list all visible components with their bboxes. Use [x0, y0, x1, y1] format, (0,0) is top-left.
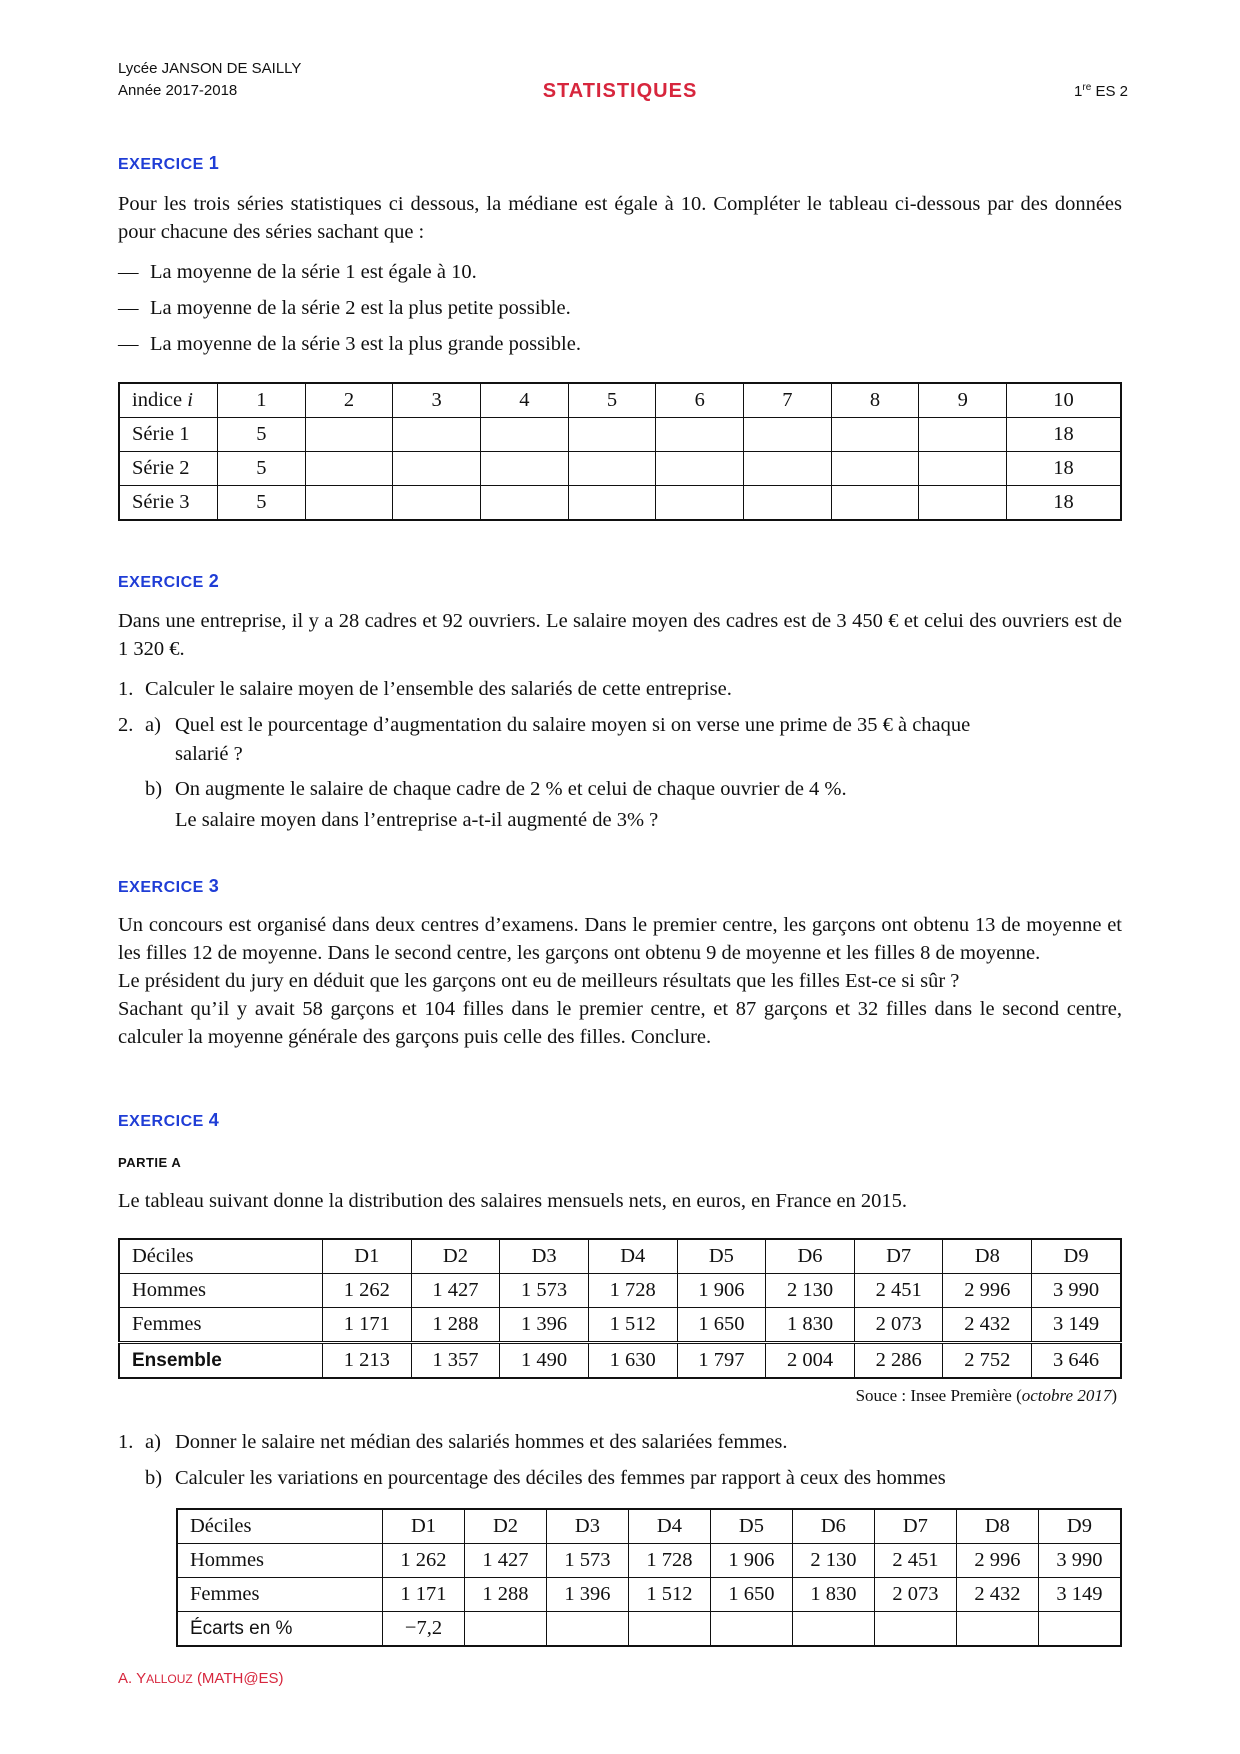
- table-header-cell: D6: [766, 1239, 855, 1274]
- table-cell: 5: [218, 452, 306, 486]
- table-cell: 1 512: [628, 1578, 710, 1612]
- table-cell: 2 996: [943, 1274, 1032, 1308]
- exercise-1-bullet: — La moyenne de la série 2 est la plus petite possible.: [118, 297, 571, 319]
- empty-cell[interactable]: [792, 1612, 874, 1647]
- empty-cell[interactable]: [744, 452, 832, 486]
- table-cell: 1 396: [546, 1578, 628, 1612]
- table-row: [119, 1308, 1121, 1343]
- exercise-2-question-2b: b) On augmente le salaire de chaque cadre de 2 % et celui de chaque ouvrier de 4 %.: [145, 778, 847, 800]
- table-cell: 2 432: [943, 1308, 1032, 1343]
- table-cell: 2 451: [874, 1544, 956, 1578]
- empty-cell[interactable]: [956, 1612, 1038, 1647]
- exercise-3-title: EXERCICE 3: [118, 876, 220, 896]
- exercise-1-intro: Pour les trois séries statistiques ci dessous, la médiane est égale à 10. Compléter le tableau ci-dessous par des données pour chacune des séries sachant que :: [118, 193, 1122, 243]
- table-cell: 1 490: [500, 1343, 589, 1379]
- table-cell: 1 171: [383, 1578, 465, 1612]
- table-cell: 1 171: [323, 1308, 412, 1343]
- empty-cell[interactable]: [568, 452, 656, 486]
- empty-cell[interactable]: [831, 418, 919, 452]
- table-header-cell: 5: [568, 383, 656, 418]
- table-row: [177, 1578, 1121, 1612]
- table-row: [119, 418, 1121, 452]
- table-cell: 1 650: [710, 1578, 792, 1612]
- table-cell: 1 797: [677, 1343, 766, 1379]
- row-label: Série 2: [119, 452, 218, 486]
- empty-cell[interactable]: [656, 452, 744, 486]
- table-cell: 18: [1007, 486, 1121, 521]
- exercise-3-paragraph: Le président du jury en déduit que les garçons ont eu de meilleurs résultats que les filles Est-ce si sûr ?: [118, 970, 960, 992]
- table-header-cell: 6: [656, 383, 744, 418]
- exercise-2-question-2b-cont: Le salaire moyen dans l’entreprise a-t-il augmenté de 3% ?: [175, 809, 659, 831]
- table-header-cell: Déciles: [177, 1509, 383, 1544]
- table-header-cell: 1: [218, 383, 306, 418]
- table-header-cell: 3: [393, 383, 481, 418]
- empty-cell[interactable]: [305, 452, 393, 486]
- table-header-cell: 9: [919, 383, 1007, 418]
- row-label: Femmes: [177, 1578, 383, 1612]
- empty-cell[interactable]: [1038, 1612, 1121, 1647]
- exercise-2-intro: Dans une entreprise, il y a 28 cadres et 92 ouvriers. Le salaire moyen des cadres est de 3 450 € et celui des ouvriers est de 1 320 €.: [118, 610, 1122, 660]
- class-number: 1: [1074, 83, 1083, 100]
- table-cell: 18: [1007, 452, 1121, 486]
- empty-cell[interactable]: [831, 486, 919, 521]
- row-label: Série 1: [119, 418, 218, 452]
- table-cell: 1 906: [710, 1544, 792, 1578]
- empty-cell[interactable]: [919, 418, 1007, 452]
- table-cell: 1 512: [588, 1308, 677, 1343]
- exercise-1-bullet: — La moyenne de la série 3 est la plus grande possible.: [118, 333, 581, 355]
- table-cell: 3 646: [1032, 1343, 1121, 1379]
- part-a-title: PARTIE A: [118, 1155, 182, 1170]
- table-cell: 1 906: [677, 1274, 766, 1308]
- empty-cell[interactable]: [744, 486, 832, 521]
- table-cell: 1 830: [792, 1578, 874, 1612]
- table-cell: 2 130: [766, 1274, 855, 1308]
- exercise-2-question-2a: 2. a) Quel est le pourcentage d’augmentation du salaire moyen si on verse une prime de 35 € à chaque: [118, 714, 971, 736]
- table-header-cell: 7: [744, 383, 832, 418]
- exercise-3-paragraph: Sachant qu’il y avait 58 garçons et 104 filles dans le premier centre, et 87 garçons et 32 filles dans le second centre, calculer la moyenne générale des garçons puis celle des filles. Conclure.: [118, 998, 1122, 1048]
- table-header-cell: D6: [792, 1509, 874, 1544]
- school-year: Année 2017-2018: [118, 82, 238, 99]
- table-header-cell: D8: [943, 1239, 1032, 1274]
- table-cell: 18: [1007, 418, 1121, 452]
- table-header-cell: D5: [677, 1239, 766, 1274]
- empty-cell[interactable]: [305, 486, 393, 521]
- exercise-2-question-2a-cont: salarié ?: [175, 743, 243, 765]
- table-cell: 1 573: [546, 1544, 628, 1578]
- table-cell: 3 149: [1038, 1578, 1121, 1612]
- empty-cell[interactable]: [481, 486, 569, 521]
- table-row: [119, 383, 1121, 418]
- table-header-cell: D9: [1032, 1239, 1121, 1274]
- table-cell: 3 990: [1032, 1274, 1121, 1308]
- table-cell: 1 357: [411, 1343, 500, 1379]
- table-row: [119, 1274, 1121, 1308]
- table-header-cell: indice i: [119, 383, 218, 418]
- table-cell: 1 213: [323, 1343, 412, 1379]
- table-cell: 1 427: [411, 1274, 500, 1308]
- table-cell: 1 396: [500, 1308, 589, 1343]
- table-cell: 5: [218, 418, 306, 452]
- table-row: [177, 1544, 1121, 1578]
- row-label: Hommes: [177, 1544, 383, 1578]
- empty-cell[interactable]: [568, 486, 656, 521]
- empty-cell[interactable]: [305, 418, 393, 452]
- exercise-4-question-1a: 1. a) Donner le salaire net médian des salariés hommes et des salariées femmes.: [118, 1431, 788, 1453]
- table-header-cell: 10: [1007, 383, 1121, 418]
- exercise-3-paragraph: Un concours est organisé dans deux centres d’examens. Dans le premier centre, les garçons ont obtenu 13 de moyenne et les filles 12 de moyenne. Dans le second centre, les garçons ont obtenu 9 de moyenne et les filles 8 de moyenne.: [118, 914, 1122, 964]
- empty-cell[interactable]: [656, 418, 744, 452]
- table-header-cell: 4: [481, 383, 569, 418]
- table-cell: 1 728: [588, 1274, 677, 1308]
- table-cell: 1 573: [500, 1274, 589, 1308]
- exercise-4-title: EXERCICE 4: [118, 1110, 220, 1130]
- table-header-cell: 2: [305, 383, 393, 418]
- table-cell: 2 432: [956, 1578, 1038, 1612]
- empty-cell[interactable]: [481, 452, 569, 486]
- document-title: STATISTIQUES: [542, 80, 698, 102]
- table-row: [177, 1509, 1121, 1544]
- table-row: [119, 486, 1121, 521]
- table-header-cell: D3: [500, 1239, 589, 1274]
- empty-cell[interactable]: [546, 1612, 628, 1647]
- row-label: Série 3: [119, 486, 218, 521]
- table-cell: 1 262: [323, 1274, 412, 1308]
- exercise-2-title: EXERCICE 2: [118, 571, 220, 591]
- table-cell: 3 990: [1038, 1544, 1121, 1578]
- empty-cell[interactable]: [628, 1612, 710, 1647]
- row-label: Écarts en %: [177, 1612, 383, 1647]
- table-header-cell: D4: [628, 1509, 710, 1544]
- table-source: Souce : Insee Première (octobre 2017): [855, 1386, 1117, 1405]
- variation-table: [176, 1508, 1122, 1647]
- table-cell: 2 752: [943, 1343, 1032, 1379]
- table-row: [177, 1612, 1121, 1647]
- table-cell: 2 073: [854, 1308, 943, 1343]
- table-cell: 2 073: [874, 1578, 956, 1612]
- empty-cell[interactable]: [393, 418, 481, 452]
- exercise-1-title: EXERCICE 1: [118, 153, 220, 173]
- table-header-cell: D9: [1038, 1509, 1121, 1544]
- exercise-4-question-1b: b) Calculer les variations en pourcentage des déciles des femmes par rapport à ceux des hommes: [145, 1467, 946, 1489]
- table-cell: 1 830: [766, 1308, 855, 1343]
- table-header-cell: D1: [383, 1509, 465, 1544]
- school-name: Lycée JANSON DE SAILLY: [118, 60, 302, 77]
- table-header-cell: D4: [588, 1239, 677, 1274]
- footer-author: A. YALLOUZ (MATH@ES): [118, 1670, 284, 1687]
- table-cell: 1 288: [411, 1308, 500, 1343]
- empty-cell[interactable]: [710, 1612, 792, 1647]
- table-cell: 2 996: [956, 1544, 1038, 1578]
- series-table: [118, 382, 1122, 521]
- table-cell: 1 288: [464, 1578, 546, 1612]
- row-label: Hommes: [119, 1274, 323, 1308]
- table-cell: 1 728: [628, 1544, 710, 1578]
- class-name: ES 2: [1095, 83, 1128, 100]
- salary-table: [118, 1238, 1122, 1379]
- exercise-3-body: [118, 911, 1122, 1051]
- table-header-cell: Déciles: [119, 1239, 323, 1274]
- table-cell: 2 130: [792, 1544, 874, 1578]
- empty-cell[interactable]: [744, 418, 832, 452]
- table-cell: 3 149: [1032, 1308, 1121, 1343]
- class-label: [1074, 82, 1128, 100]
- table-cell: 1 262: [383, 1544, 465, 1578]
- table-header-cell: D5: [710, 1509, 792, 1544]
- empty-cell[interactable]: [393, 452, 481, 486]
- table-header-cell: D8: [956, 1509, 1038, 1544]
- empty-cell[interactable]: [919, 486, 1007, 521]
- empty-cell[interactable]: [568, 418, 656, 452]
- empty-cell[interactable]: [831, 452, 919, 486]
- exercise-4-intro: Le tableau suivant donne la distribution des salaires mensuels nets, en euros, en France en 2015.: [118, 1190, 908, 1212]
- table-cell: 1 650: [677, 1308, 766, 1343]
- empty-cell[interactable]: [393, 486, 481, 521]
- class-superscript: re: [1082, 82, 1092, 93]
- table-cell: 2 451: [854, 1274, 943, 1308]
- empty-cell[interactable]: [656, 486, 744, 521]
- table-header-cell: D2: [411, 1239, 500, 1274]
- table-header-cell: D7: [854, 1239, 943, 1274]
- table-header-cell: D1: [323, 1239, 412, 1274]
- table-cell: −7,2: [383, 1612, 465, 1647]
- table-header-cell: D2: [464, 1509, 546, 1544]
- table-row: [119, 1343, 1121, 1379]
- table-cell: 1 427: [464, 1544, 546, 1578]
- table-header-cell: D7: [874, 1509, 956, 1544]
- table-cell: 2 004: [766, 1343, 855, 1379]
- table-row: [119, 452, 1121, 486]
- table-cell: 5: [218, 486, 306, 521]
- table-cell: 1 630: [588, 1343, 677, 1379]
- table-row: [119, 1239, 1121, 1274]
- table-header-cell: D3: [546, 1509, 628, 1544]
- exercise-1-bullet: — La moyenne de la série 1 est égale à 10.: [118, 261, 477, 283]
- empty-cell[interactable]: [481, 418, 569, 452]
- table-header-cell: 8: [831, 383, 919, 418]
- empty-cell[interactable]: [874, 1612, 956, 1647]
- table-cell: 2 286: [854, 1343, 943, 1379]
- row-label: Ensemble: [119, 1343, 323, 1379]
- empty-cell[interactable]: [464, 1612, 546, 1647]
- row-label: Femmes: [119, 1308, 323, 1343]
- exercise-2-question-1: 1. Calculer le salaire moyen de l’ensemble des salariés de cette entreprise.: [118, 678, 732, 700]
- empty-cell[interactable]: [919, 452, 1007, 486]
